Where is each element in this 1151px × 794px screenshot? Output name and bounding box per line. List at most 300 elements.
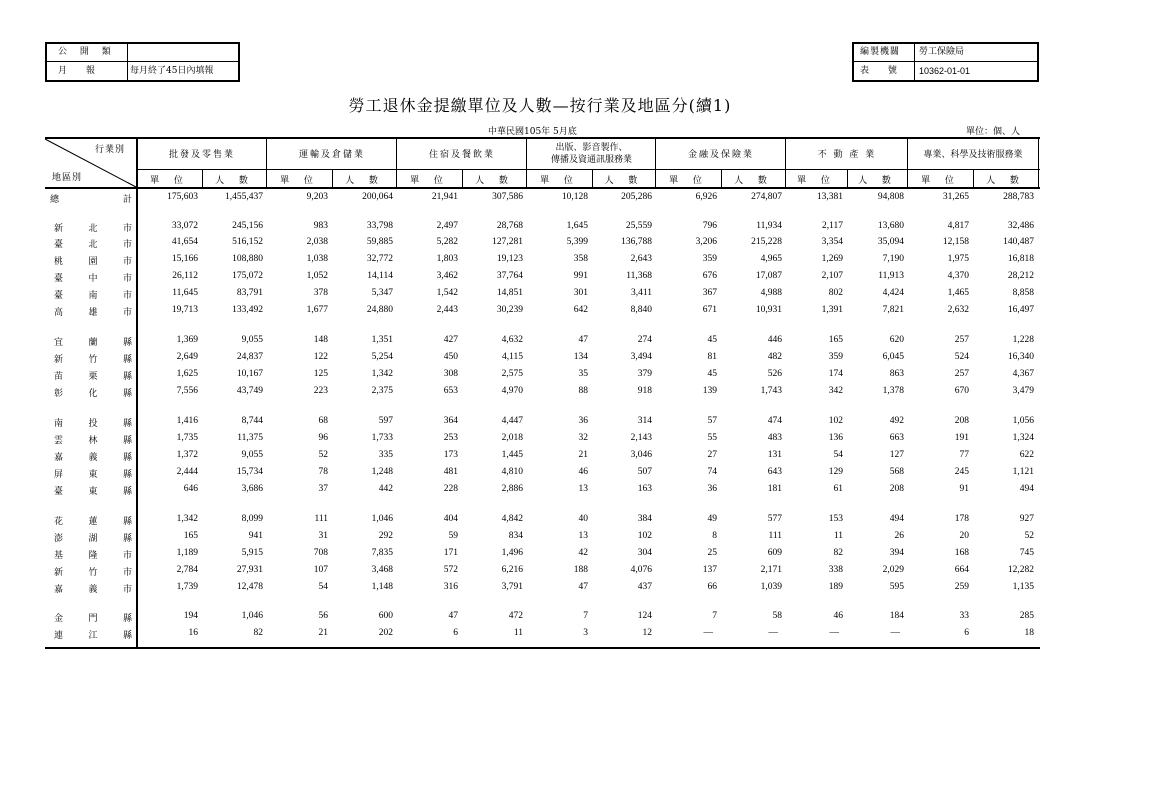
area-char: 市 [122,568,132,578]
table-cell: 379 [637,369,652,379]
area-char: 臺 [54,274,64,284]
table-cell: 134 [573,352,588,362]
table-cell: 359 [702,254,717,264]
row-area [54,582,132,595]
subheader-people: 人 數 [475,176,514,186]
table-cell: 17,087 [755,271,782,281]
table-cell: 2,649 [176,352,198,362]
table-cell: 1,351 [371,335,393,345]
table-cell: 16,818 [1007,254,1034,264]
table-cell: 52 [318,450,328,460]
area-char: 化 [88,389,98,399]
table-cell: 168 [954,548,969,558]
table-cell: 483 [767,433,782,443]
table-cell: 127,281 [492,237,523,247]
table-cell: 6,216 [501,565,523,575]
table-cell: 188 [573,565,588,575]
table-cell: 8 [712,531,717,541]
row-area [54,237,132,250]
table-cell: 918 [637,386,652,396]
area-char: 南 [88,291,98,301]
row-area [54,611,132,624]
table-cell: 12 [642,628,652,638]
table-cell: 1,038 [306,254,328,264]
table-cell: 46 [578,467,588,477]
area-char: 市 [122,257,132,267]
area-char: 桃 [54,257,64,267]
table-cell: 122 [313,352,328,362]
table-cell: 19,713 [171,305,198,315]
table-cell: 1,416 [176,416,198,426]
row-area [54,548,132,561]
table-cell: 274,807 [751,192,782,202]
unit-note: 單位：個、人 [966,127,1021,137]
subheader-units: 單 位 [921,176,960,186]
row-area [54,467,132,480]
table-cell: 36 [578,416,588,426]
table-cell: 802 [828,288,843,298]
table-cell: 54 [318,582,328,592]
row-area [54,416,132,429]
table-cell: 111 [768,531,782,541]
area-char: 縣 [122,453,132,463]
area-char: 栗 [88,372,98,382]
table-cell: 16,340 [1007,352,1034,362]
table-cell: 364 [443,416,458,426]
area-char: 北 [88,224,98,234]
table-cell: 2,443 [436,305,458,315]
table-cell: 5,254 [371,352,393,362]
table-cell: 492 [889,416,904,426]
table-cell: 1,269 [821,254,843,264]
area-char: 計 [122,195,132,205]
corner-industry-label: 行業別 [95,145,126,155]
industry-header: 金融及保險業 [687,150,754,160]
table-cell: 622 [1019,450,1034,460]
subheader-units: 單 位 [797,176,836,186]
table-number-value: 10362-01-01 [919,66,971,76]
subheader-people: 人 數 [345,176,384,186]
table-cell: 124 [637,611,652,621]
table-cell: 991 [573,271,588,281]
table-cell: 304 [637,548,652,558]
table-cell: 31 [318,531,328,541]
table-cell: 7,190 [882,254,904,264]
table-cell: 8,840 [630,305,652,315]
table-cell: 184 [889,611,904,621]
table-cell: 4,632 [501,335,523,345]
table-cell: 45 [707,369,717,379]
table-cell: 163 [637,484,652,494]
table-cell: 600 [378,611,393,621]
table-cell: 1,228 [1012,335,1034,345]
table-cell: 82 [253,628,263,638]
row-area [54,450,132,463]
area-char: 市 [122,551,132,561]
table-cell: 21,941 [431,192,458,202]
table-cell: 5,399 [566,237,588,247]
table-cell: 27,931 [236,565,263,575]
table-cell: 7,556 [176,386,198,396]
table-cell: 47 [578,335,588,345]
area-char: 南 [54,419,64,429]
table-cell: 1,743 [760,386,782,396]
table-cell: 670 [954,386,969,396]
table-cell: 11 [513,628,523,638]
table-cell: 173 [443,450,458,460]
table-cell: 4,115 [501,352,523,362]
table-cell: 13,381 [816,192,843,202]
area-char: 江 [88,631,98,641]
area-char: 市 [122,308,132,318]
subheader-units: 單 位 [669,176,708,186]
table-cell: 708 [313,548,328,558]
table-cell: 165 [183,531,198,541]
table-cell: 32 [578,433,588,443]
table-cell: 307,586 [492,192,523,202]
table-cell: 863 [889,369,904,379]
subheader-people: 人 數 [215,176,254,186]
table-cell: 9,203 [306,192,328,202]
area-char: 東 [88,487,98,497]
table-cell: 42 [578,548,588,558]
table-cell: 31,265 [942,192,969,202]
table-cell: 1,391 [821,305,843,315]
area-char: 東 [88,470,98,480]
table-cell: 28,768 [496,221,523,231]
table-cell: 3,046 [630,450,652,460]
area-char: 新 [54,568,64,578]
table-cell: 1,975 [947,254,969,264]
table-cell: 153 [828,514,843,524]
area-char: 新 [54,224,64,234]
compiling-agency-label: 編製機關 [860,47,901,57]
table-cell: 175,603 [167,192,198,202]
row-area [54,565,132,578]
subheader-units: 單 位 [280,176,319,186]
table-cell: — [768,628,778,638]
table-cell: 56 [318,611,328,621]
table-cell: 15,734 [236,467,263,477]
table-cell: 676 [702,271,717,281]
table-cell: 2,018 [501,433,523,443]
area-char: 蘭 [88,338,98,348]
table-cell: 3,479 [1012,386,1034,396]
table-cell: 671 [702,305,717,315]
table-cell: 4,842 [501,514,523,524]
table-cell: 3,791 [501,582,523,592]
table-cell: 643 [767,467,782,477]
table-cell: 653 [443,386,458,396]
area-char: 縣 [122,470,132,480]
table-cell: 27 [707,450,717,460]
table-cell: 482 [767,352,782,362]
table-cell: 125 [313,369,328,379]
table-cell: 257 [954,369,969,379]
industry-header: 住宿及餐飲業 [428,150,495,160]
area-char: 臺 [54,240,64,250]
table-cell: 1,052 [306,271,328,281]
area-char: 湖 [88,534,98,544]
table-cell: 78 [318,467,328,477]
table-cell: 228 [443,484,458,494]
row-area-total [50,192,132,205]
area-char: 縣 [122,517,132,527]
table-cell: 516,152 [232,237,263,247]
report-deadline: 每月終了45日內填報 [130,66,214,76]
table-cell: 215,228 [751,237,782,247]
table-cell: 1,056 [1012,416,1034,426]
table-cell: 14,114 [367,271,393,281]
table-cell: 4,447 [501,416,523,426]
table-cell: 12,282 [1007,565,1034,575]
subheader-units: 單 位 [150,176,189,186]
table-cell: 1,046 [371,514,393,524]
table-cell: — [829,628,839,638]
row-area [54,433,132,446]
table-cell: 507 [637,467,652,477]
table-cell: 526 [767,369,782,379]
table-cell: 131 [767,450,782,460]
table-cell: 437 [637,582,652,592]
area-char: 林 [88,436,98,446]
row-area [54,288,132,301]
area-char: 屏 [54,470,64,480]
table-cell: 1,542 [436,288,458,298]
table-cell: 4,367 [1012,369,1034,379]
table-cell: 111 [314,514,328,524]
subheader-people: 人 數 [986,176,1025,186]
table-cell: 11,934 [756,221,782,231]
table-cell: 21 [578,450,588,460]
table-cell: 83,791 [236,288,263,298]
table-cell: 1,342 [176,514,198,524]
table-cell: 358 [573,254,588,264]
area-char: 投 [88,419,98,429]
table-cell: 88 [578,386,588,396]
table-cell: 941 [248,531,263,541]
table-cell: 13,680 [877,221,904,231]
table-cell: 33 [959,611,969,621]
table-cell: 14,851 [496,288,523,298]
table-cell: 3,206 [695,237,717,247]
row-area [54,335,132,348]
table-cell: 4,370 [947,271,969,281]
table-cell: 127 [889,450,904,460]
table-cell: 33,072 [171,221,198,231]
table-cell: 96 [318,433,328,443]
table-cell: 2,029 [882,565,904,575]
area-char: 北 [88,240,98,250]
table-cell: 139 [702,386,717,396]
area-char: 中 [88,274,98,284]
table-cell: 59,885 [366,237,393,247]
table-cell: 13 [578,531,588,541]
table-cell: — [890,628,900,638]
table-cell: 1,369 [176,335,198,345]
table-cell: 1,465 [947,288,969,298]
table-cell: 24,880 [366,305,393,315]
table-cell: 245,156 [232,221,263,231]
table-cell: 11,913 [878,271,904,281]
table-cell: 597 [378,416,393,426]
table-cell: 165 [828,335,843,345]
table-cell: 2,444 [176,467,198,477]
table-cell: 253 [443,433,458,443]
table-cell: 2,117 [821,221,843,231]
table-cell: 1,378 [882,386,904,396]
area-char: 縣 [122,338,132,348]
industry-header: 運輸及倉儲業 [298,150,365,160]
table-cell: 1,677 [306,305,328,315]
table-cell: 1,342 [371,369,393,379]
subheader-units: 單 位 [540,176,579,186]
table-cell: 4,810 [501,467,523,477]
table-cell: 82 [833,548,843,558]
compiling-agency-value: 勞工保險局 [919,47,965,57]
table-cell: 314 [637,416,652,426]
table-cell: 11,375 [237,433,263,443]
table-cell: 472 [508,611,523,621]
table-cell: 16 [188,628,198,638]
table-cell: 35,094 [877,237,904,247]
table-cell: 137 [702,565,717,575]
area-char: 臺 [54,291,64,301]
table-cell: 7,821 [882,305,904,315]
table-cell: 208 [954,416,969,426]
table-cell: 136 [828,433,843,443]
area-char: 臺 [54,487,64,497]
table-cell: 59 [448,531,458,541]
row-area [54,514,132,527]
table-cell: 285 [1019,611,1034,621]
area-char: 新 [54,355,64,365]
table-cell: 36 [707,484,717,494]
table-cell: 129 [828,467,843,477]
area-char: 連 [54,631,64,641]
table-cell: 55 [707,433,717,443]
table-cell: 1,733 [371,433,393,443]
table-cell: 2,575 [501,369,523,379]
table-cell: 1,039 [760,582,782,592]
table-cell: 1,455,437 [225,192,263,202]
subheader-people: 人 數 [734,176,773,186]
table-cell: 6 [964,628,969,638]
table-cell: 2,375 [371,386,393,396]
area-char: 雄 [88,308,98,318]
area-char: 市 [122,291,132,301]
table-cell: 257 [954,335,969,345]
table-cell: 6,045 [882,352,904,362]
table-cell: 175,072 [232,271,263,281]
table-cell: 1,135 [1012,582,1034,592]
row-area [54,369,132,382]
table-cell: 245 [954,467,969,477]
table-cell: 577 [767,514,782,524]
table-cell: 1,248 [371,467,393,477]
table-cell: 94,808 [877,192,904,202]
table-cell: 450 [443,352,458,362]
table-cell: 205,286 [621,192,652,202]
area-char: 園 [88,257,98,267]
row-area [54,254,132,267]
table-cell: 301 [573,288,588,298]
area-char: 縣 [122,534,132,544]
table-cell: 3,354 [821,237,843,247]
table-cell: 474 [767,416,782,426]
table-cell: 342 [828,386,843,396]
table-cell: 37,764 [496,271,523,281]
table-cell: 25 [707,548,717,558]
table-cell: 2,643 [630,254,652,264]
table-cell: 3,411 [630,288,652,298]
table-cell: 663 [889,433,904,443]
table-cell: 40 [578,514,588,524]
area-char: 市 [122,240,132,250]
table-number-label: 表 號 [860,66,905,76]
table-cell: 2,632 [947,305,969,315]
table-cell: 66 [707,582,717,592]
area-char: 市 [122,274,132,284]
area-char: 澎 [54,534,64,544]
table-cell: 394 [889,548,904,558]
table-cell: 6,926 [695,192,717,202]
area-char: 門 [88,614,98,624]
table-cell: 10,128 [561,192,588,202]
table-cell: 24,837 [236,352,263,362]
area-char: 花 [54,517,64,527]
table-cell: 1,496 [501,548,523,558]
area-char: 縣 [122,631,132,641]
table-cell: 3,462 [436,271,458,281]
table-cell: 8,858 [1012,288,1034,298]
area-char: 縣 [122,419,132,429]
table-cell: 1,324 [1012,433,1034,443]
table-cell: 494 [889,514,904,524]
table-cell: 208 [889,484,904,494]
table-cell: 181 [767,484,782,494]
area-char: 苗 [54,372,64,382]
report-title: 勞工退休金提繳單位及人數—按行業及地區分(續1) [348,96,732,115]
area-char: 竹 [88,355,98,365]
table-cell: 927 [1019,514,1034,524]
table-cell: 1,189 [176,548,198,558]
table-cell: 20 [959,531,969,541]
table-cell: 1,372 [176,450,198,460]
table-cell: 442 [378,484,393,494]
table-cell: 274 [637,335,652,345]
table-cell: 3,686 [241,484,263,494]
table-cell: 9,055 [241,335,263,345]
table-cell: 572 [443,565,458,575]
table-cell: 338 [828,565,843,575]
table-cell: 77 [959,450,969,460]
table-cell: 5,282 [436,237,458,247]
table-cell: 191 [954,433,969,443]
table-cell: 148 [313,335,328,345]
table-cell: 12,158 [942,237,969,247]
table-cell: 4,970 [501,386,523,396]
table-cell: 6 [453,628,458,638]
table-cell: 796 [702,221,717,231]
area-char: 蓮 [88,517,98,527]
table-cell: 1,645 [566,221,588,231]
monthly-label: 月 報 [58,66,103,76]
table-cell: 2,497 [436,221,458,231]
table-cell: 171 [443,548,458,558]
table-cell: 74 [707,467,717,477]
table-cell: 3 [583,628,588,638]
